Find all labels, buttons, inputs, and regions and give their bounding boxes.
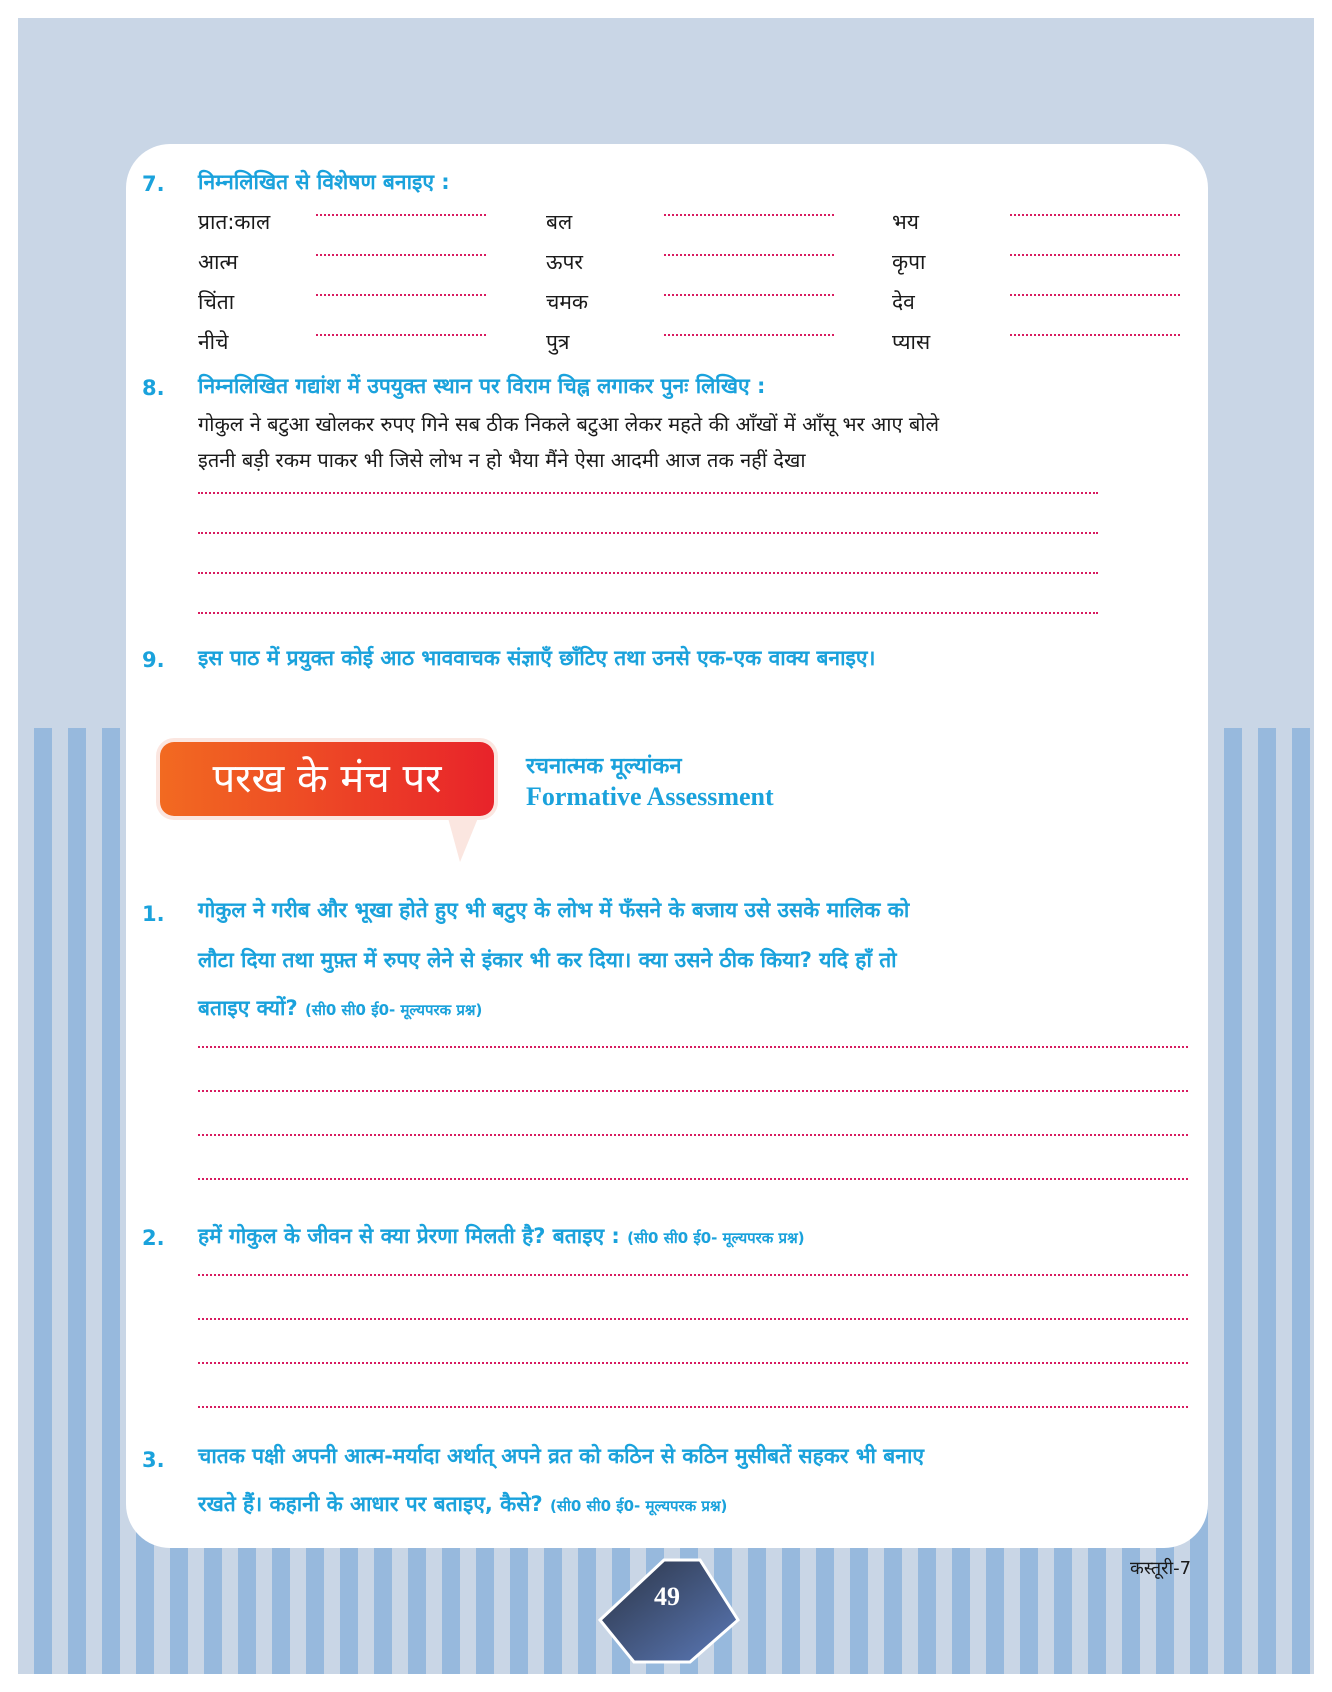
answer-blank[interactable] (316, 214, 486, 216)
q7-number: 7. (142, 172, 165, 196)
q8-passage-line: इतनी बड़ी रकम पाकर भी जिसे लोभ न हो भैया मैंने ऐसा आदमी आज तक नहीं देखा (198, 448, 806, 472)
q7-word: पुत्र (546, 330, 570, 354)
value-question-tag: (सी0 सी0 ई0- मूल्यपरक प्रश्न) (304, 1001, 483, 1019)
q8-passage-line: गोकुल ने बटुआ खोलकर रुपए गिने सब ठीक निकले बटुआ लेकर महते की आँखों में आँसू भर आए बोले (198, 412, 940, 436)
banner-box (160, 742, 494, 816)
answer-line[interactable] (198, 1090, 1188, 1092)
q9-number: 9. (142, 648, 165, 672)
answer-blank[interactable] (316, 254, 486, 256)
page-number-badge (592, 1556, 742, 1666)
fa2-line (198, 1222, 805, 1250)
answer-line[interactable] (198, 1362, 1188, 1364)
answer-line[interactable] (198, 1318, 1188, 1320)
book-title: कस्तूरी-7 (1130, 1558, 1192, 1579)
banner-title: परख के मंच पर (212, 756, 442, 802)
answer-line[interactable] (198, 1274, 1188, 1276)
formative-assessment-banner (148, 732, 506, 828)
answer-blank[interactable] (664, 334, 834, 336)
fa1-line: लौटा दिया तथा मुफ़्त में रुपए लेने से इंकार भी कर दिया। क्या उसने ठीक किया? यदि हाँ तो (198, 948, 897, 972)
answer-line[interactable] (198, 532, 1098, 534)
answer-blank[interactable] (1010, 254, 1180, 256)
q7-word: चिंता (198, 290, 235, 314)
answer-blank[interactable] (1010, 214, 1180, 216)
page-number: 49 (654, 1582, 680, 1611)
fa2-number: 2. (142, 1226, 165, 1250)
banner-subtitle-english: Formative Assessment (526, 782, 774, 811)
answer-line[interactable] (198, 1046, 1188, 1048)
answer-blank[interactable] (316, 334, 486, 336)
answer-blank[interactable] (1010, 294, 1180, 296)
answer-line[interactable] (198, 1406, 1188, 1408)
value-question-tag: (सी0 सी0 ई0- मूल्यपरक प्रश्न) (627, 1229, 805, 1247)
answer-line[interactable] (198, 1134, 1188, 1136)
fa2-question: हमें गोकुल के जीवन से क्या प्रेरणा मिलती है? बताइए : (198, 1224, 620, 1248)
q8-title: निम्नलिखित गद्यांश में उपयुक्त स्थान पर विराम चिह्न लगाकर पुनः लिखिए : (198, 374, 766, 398)
q7-word: बल (546, 210, 573, 234)
fa3-line: चातक पक्षी अपनी आत्म-मर्यादा अर्थात् अपने व्रत को कठिन से कठिन मुसीबतें सहकर भी बनाए (198, 1444, 924, 1468)
answer-blank[interactable] (1010, 334, 1180, 336)
q7-word: कृपा (892, 250, 926, 274)
fa3-number: 3. (142, 1448, 165, 1472)
q7-word: ऊपर (546, 250, 584, 274)
fa1-line-end: बताइए क्यों? (198, 996, 298, 1020)
answer-line[interactable] (198, 612, 1098, 614)
q7-word: भय (892, 210, 919, 234)
q7-word: आत्म (198, 250, 238, 274)
answer-blank[interactable] (664, 214, 834, 216)
fa3-line-end: रखते हैं। कहानी के आधार पर बताइए, कैसे? (198, 1492, 543, 1516)
answer-line[interactable] (198, 1178, 1188, 1180)
q7-title: निम्नलिखित से विशेषण बनाइए : (198, 170, 450, 194)
fa1-line (198, 994, 482, 1022)
answer-blank[interactable] (664, 294, 834, 296)
q7-word: प्यास (892, 330, 931, 354)
answer-line[interactable] (198, 572, 1098, 574)
answer-blank[interactable] (664, 254, 834, 256)
q7-word: चमक (546, 290, 589, 314)
q7-word: देव (892, 290, 915, 314)
q8-number: 8. (142, 376, 165, 400)
q7-word: नीचे (198, 330, 229, 354)
fa1-number: 1. (142, 902, 165, 926)
answer-blank[interactable] (316, 294, 486, 296)
q9-title: इस पाठ में प्रयुक्त कोई आठ भाववाचक संज्ञाएँ छाँटिए तथा उनसे एक-एक वाक्य बनाइए। (198, 646, 876, 670)
fa3-line (198, 1490, 727, 1518)
answer-line[interactable] (198, 492, 1098, 494)
q7-word: प्रात:काल (198, 210, 271, 234)
value-question-tag: (सी0 सी0 ई0- मूल्यपरक प्रश्न) (550, 1497, 728, 1515)
banner-subtitle-hindi: रचनात्मक मूल्यांकन (526, 754, 682, 779)
fa1-line: गोकुल ने गरीब और भूखा होते हुए भी बटुए के लोभ में फँसने के बजाय उसे उसके मालिक को (198, 898, 910, 922)
